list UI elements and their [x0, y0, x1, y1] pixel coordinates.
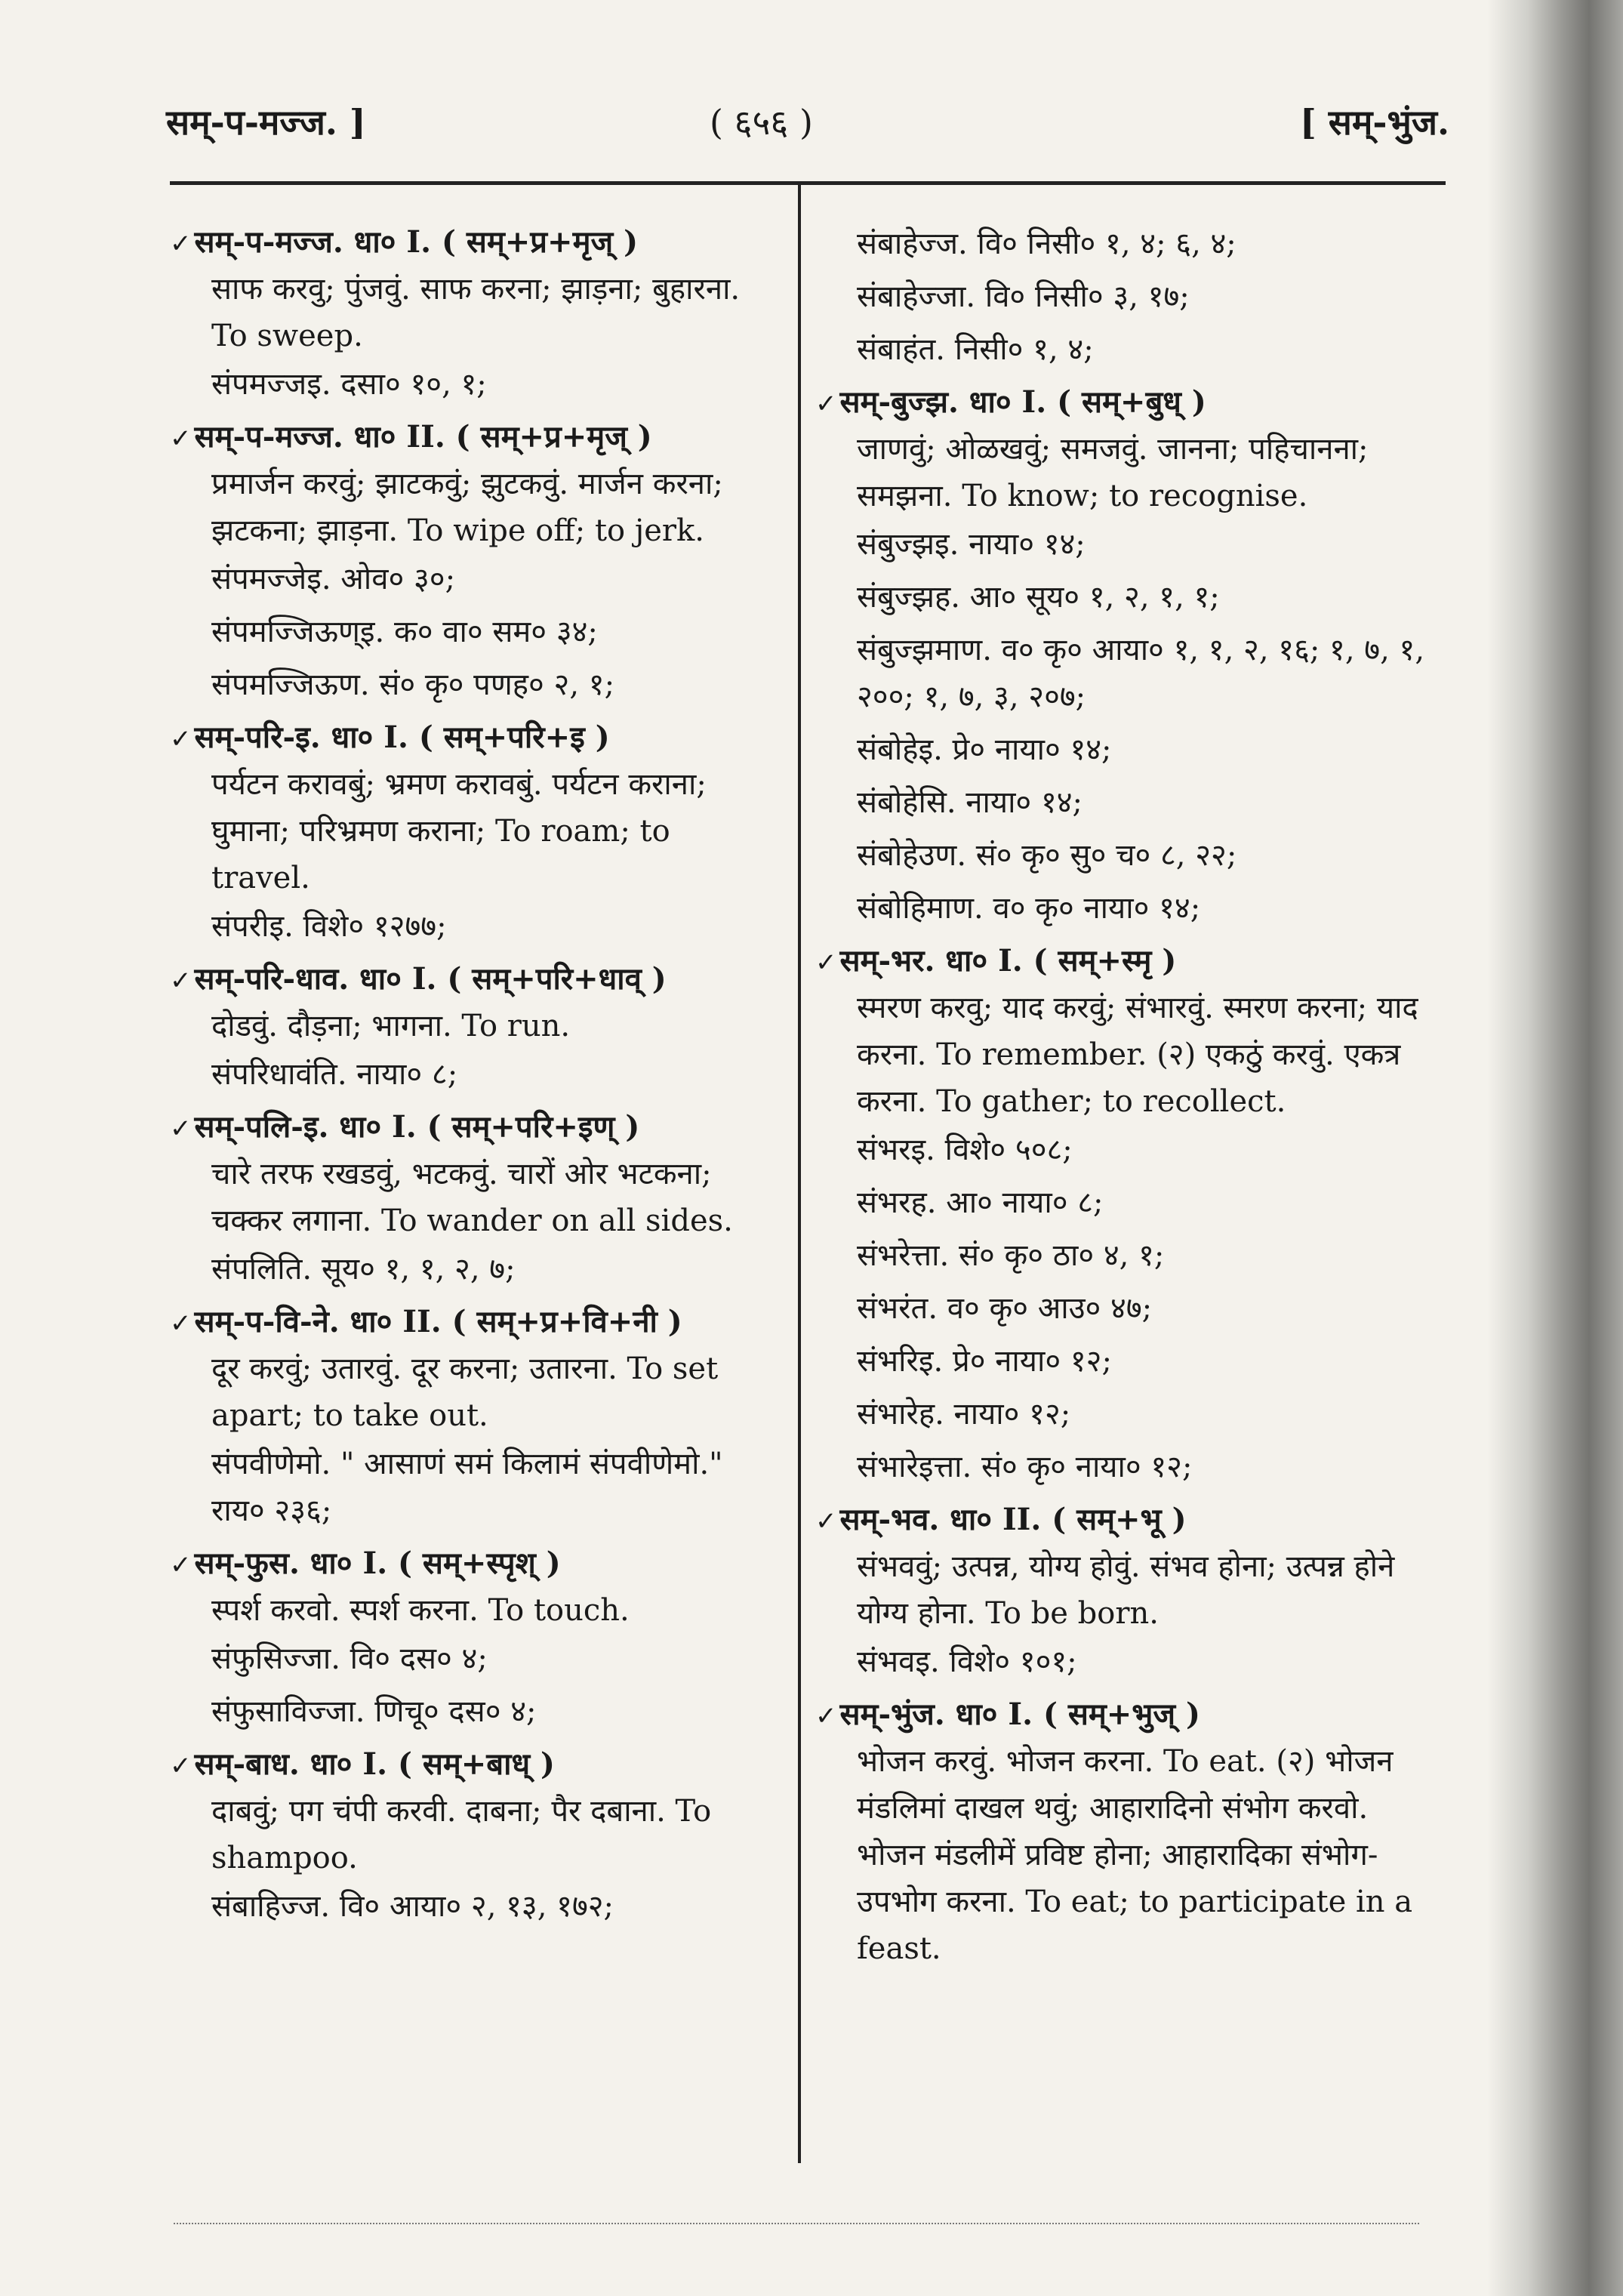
entry-headword: ✓ सम्-भर. धा० I. ( सम्+स्मृ ) [815, 938, 1442, 985]
dictionary-entry [815, 938, 1442, 1490]
dictionary-entry [815, 1496, 1442, 1685]
header-right: [ सम्-भुंज. [1300, 102, 1449, 143]
dictionary-entry [815, 220, 1442, 373]
right-column [815, 219, 1442, 1975]
entry-inflected-form: संभरेत्ता. सं० कृ० ठा० ४, १; [857, 1238, 1165, 1273]
entry-inflected-form: संबोहेउण. सं० कृ० सु० च० ८, २२; [857, 838, 1237, 873]
dictionary-entry [170, 714, 774, 950]
dictionary-entry [170, 219, 774, 408]
entry-headword: ✓ सम्-प-वि-ने. धा० II. ( सम्+प्र+वि+नी ) [170, 1299, 774, 1345]
bottom-dotted-line [174, 2223, 1419, 2224]
dictionary-entry [170, 414, 774, 708]
dictionary-entry [815, 379, 1442, 932]
entry-headword: ✓ सम्-प-मज्ज. धा० I. ( सम्+प्र+मृज् ) [170, 219, 774, 266]
entry-headword: ✓ सम्-भव. धा० II. ( सम्+भू ) [815, 1496, 1442, 1543]
entry-headword: ✓ सम्-फुस. धा० I. ( सम्+स्पृश् ) [170, 1540, 774, 1587]
entry-definition: स्पर्श करवो. स्पर्श करना. To touch. [211, 1593, 630, 1628]
entry-inflected-form: संफुसाविज्जा. णिचू० दस० ४; [211, 1694, 537, 1729]
entry-definition: भोजन करवुं. भोजन करना. To eat. (२) भोजन मंडलिमां दाखल थवुं; आहारादिनो संभोग करवो. भोजन मंडलीमें प्रविष्ट होना; आहारादिका संभोग-उपभोग करना. To eat; to participate in a feast. [857, 1744, 1413, 1966]
entry-headword: ✓ सम्-पलि-इ. धा० I. ( सम्+परि+इण् ) [170, 1104, 774, 1151]
header-rule [170, 181, 1446, 185]
entry-inflected-form: संभरइ. विशे० ५०८; [857, 1133, 1073, 1167]
entry-inflected-form: संबोहिमाण. व० कृ० नाया० १४; [857, 891, 1201, 926]
entry-definition: प्रमार्जन करवुं; झाटकवुं; झुटकवुं. मार्जन करना; झटकना; झाड़ना. To wipe off; to jerk. [211, 467, 723, 548]
entry-definition: पर्यटन करावबुं; भ्रमण करावबुं. पर्यटन कराना; घुमाना; परिभ्रमण कराना; To roam; to travel. [211, 767, 707, 895]
entry-definition: चारे तरफ रखडवुं, भटकवुं. चारों ओर भटकना; चक्कर लगाना. To wander on all sides. [211, 1157, 733, 1238]
dictionary-entry [170, 1104, 774, 1293]
entry-inflected-form: संबोहेइ. प्रे० नाया० १४; [857, 732, 1112, 767]
entry-inflected-form: संबाहेज्ज. वि० निसी० १, ४; ६, ४; [857, 227, 1236, 261]
entry-inflected-form: संपमज्जिऊण्इ. क० वा० सम० ३४; [211, 615, 598, 649]
dictionary-entry [170, 956, 774, 1098]
column-divider [798, 185, 801, 2163]
entry-inflected-form: संपलिति. सूय० १, १, २, ७; [211, 1252, 516, 1287]
left-column [170, 219, 774, 1936]
entry-inflected-form: संपमज्जिऊण. सं० कृ० पणह० २, १; [211, 667, 615, 702]
header-left: सम्-प-मज्ज. ] [166, 102, 366, 143]
entry-inflected-form: संभरंत. व० कृ० आउ० ४७; [857, 1291, 1153, 1326]
entry-headword: ✓ सम्-भुंज. धा० I. ( सम्+भुज् ) [815, 1691, 1442, 1738]
entry-inflected-form: संफुसिज्जा. वि० दस० ४; [211, 1641, 488, 1676]
entry-inflected-form: संबोहेसि. नाया० १४; [857, 785, 1083, 820]
entry-inflected-form: संपरीइ. विशे० १२७७; [211, 909, 447, 944]
dictionary-entry [170, 1741, 774, 1930]
entry-inflected-form: संपमज्जइ. दसा० १०, १; [211, 367, 487, 402]
entry-inflected-form: संबुज्झमाण. व० कृ० आया० १, १, २, १६; १, ७, १, २००; १, ७, ३, २०७; [857, 633, 1425, 714]
entry-definition: साफ करवु; पुंजवुं. साफ करना; झाड़ना; बुहारना. To sweep. [211, 272, 741, 353]
dictionary-entry [170, 1540, 774, 1735]
entry-definition: जाणवुं; ओळखवुं; समजवुं. जानना; पहिचानना; समझना. To know; to recognise. [857, 432, 1369, 513]
entry-inflected-form: संपवीणेमो. " आसाणं समं किलामं संपवीणेमो." राय० २३६; [211, 1447, 723, 1528]
entry-inflected-form: संपमज्जेइ. ओव० ३०; [211, 562, 456, 596]
entry-definition: दाबवुं; पग चंपी करवी. दाबना; पैर दबाना. To shampoo. [211, 1794, 712, 1875]
entry-headword: ✓ सम्-परि-धाव. धा० I. ( सम्+परि+धाव् ) [170, 956, 774, 1003]
entry-inflected-form: संभारेह. नाया० १२; [857, 1397, 1071, 1432]
entry-inflected-form: संभरिइ. प्रे० नाया० १२; [857, 1344, 1112, 1379]
dictionary-entry [170, 1299, 774, 1534]
entry-definition: दूर करवुं; उतारवुं. दूर करना; उतारना. To set apart; to take out. [211, 1351, 719, 1433]
page-header [166, 98, 1449, 159]
page-edge-shadow [1487, 0, 1623, 2296]
entry-inflected-form: संपरिधावंति. नाया० ८; [211, 1057, 458, 1092]
entry-inflected-form: संबुज्झइ. नाया० १४; [857, 527, 1086, 562]
entry-inflected-form: संभवइ. विशे० १०१; [857, 1644, 1077, 1679]
entry-inflected-form: संबुज्झह. आ० सूय० १, २, १, १; [857, 580, 1220, 615]
entry-definition: संभववुं; उत्पन्न, योग्य होवुं. संभव होना; उत्पन्न होने योग्य होना. To be born. [857, 1549, 1395, 1631]
entry-headword: ✓ सम्-बाध. धा० I. ( सम्+बाध् ) [170, 1741, 774, 1788]
entry-headword: ✓ सम्-प-मज्ज. धा० II. ( सम्+प्र+मृज् ) [170, 414, 774, 461]
entry-inflected-form: संबाहंत. निसी० १, ४; [857, 332, 1094, 367]
entry-inflected-form: संबाहेज्जा. वि० निसी० ३, १७; [857, 279, 1190, 314]
entry-headword: ✓ सम्-बुज्झ. धा० I. ( सम्+बुध् ) [815, 379, 1442, 426]
page-number: ( ६५६ ) [710, 102, 813, 143]
entry-inflected-form: संबाहिज्ज. वि० आया० २, १३, १७२; [211, 1889, 614, 1924]
entry-definition: स्मरण करवु; याद करवुं; संभारवुं. स्मरण करना; याद करना. To remember. (२) एकठुं करवुं. एकत्र करना. To gather; to recollect. [857, 991, 1418, 1119]
dictionary-entry [815, 1691, 1442, 1972]
entry-definition: दोडवुं. दौड़ना; भागना. To run. [211, 1009, 571, 1043]
entry-headword: ✓ सम्-परि-इ. धा० I. ( सम्+परि+इ ) [170, 714, 774, 761]
entry-inflected-form: संभरह. आ० नाया० ८; [857, 1185, 1104, 1220]
entry-inflected-form: संभारेइत्ता. सं० कृ० नाया० १२; [857, 1450, 1193, 1484]
